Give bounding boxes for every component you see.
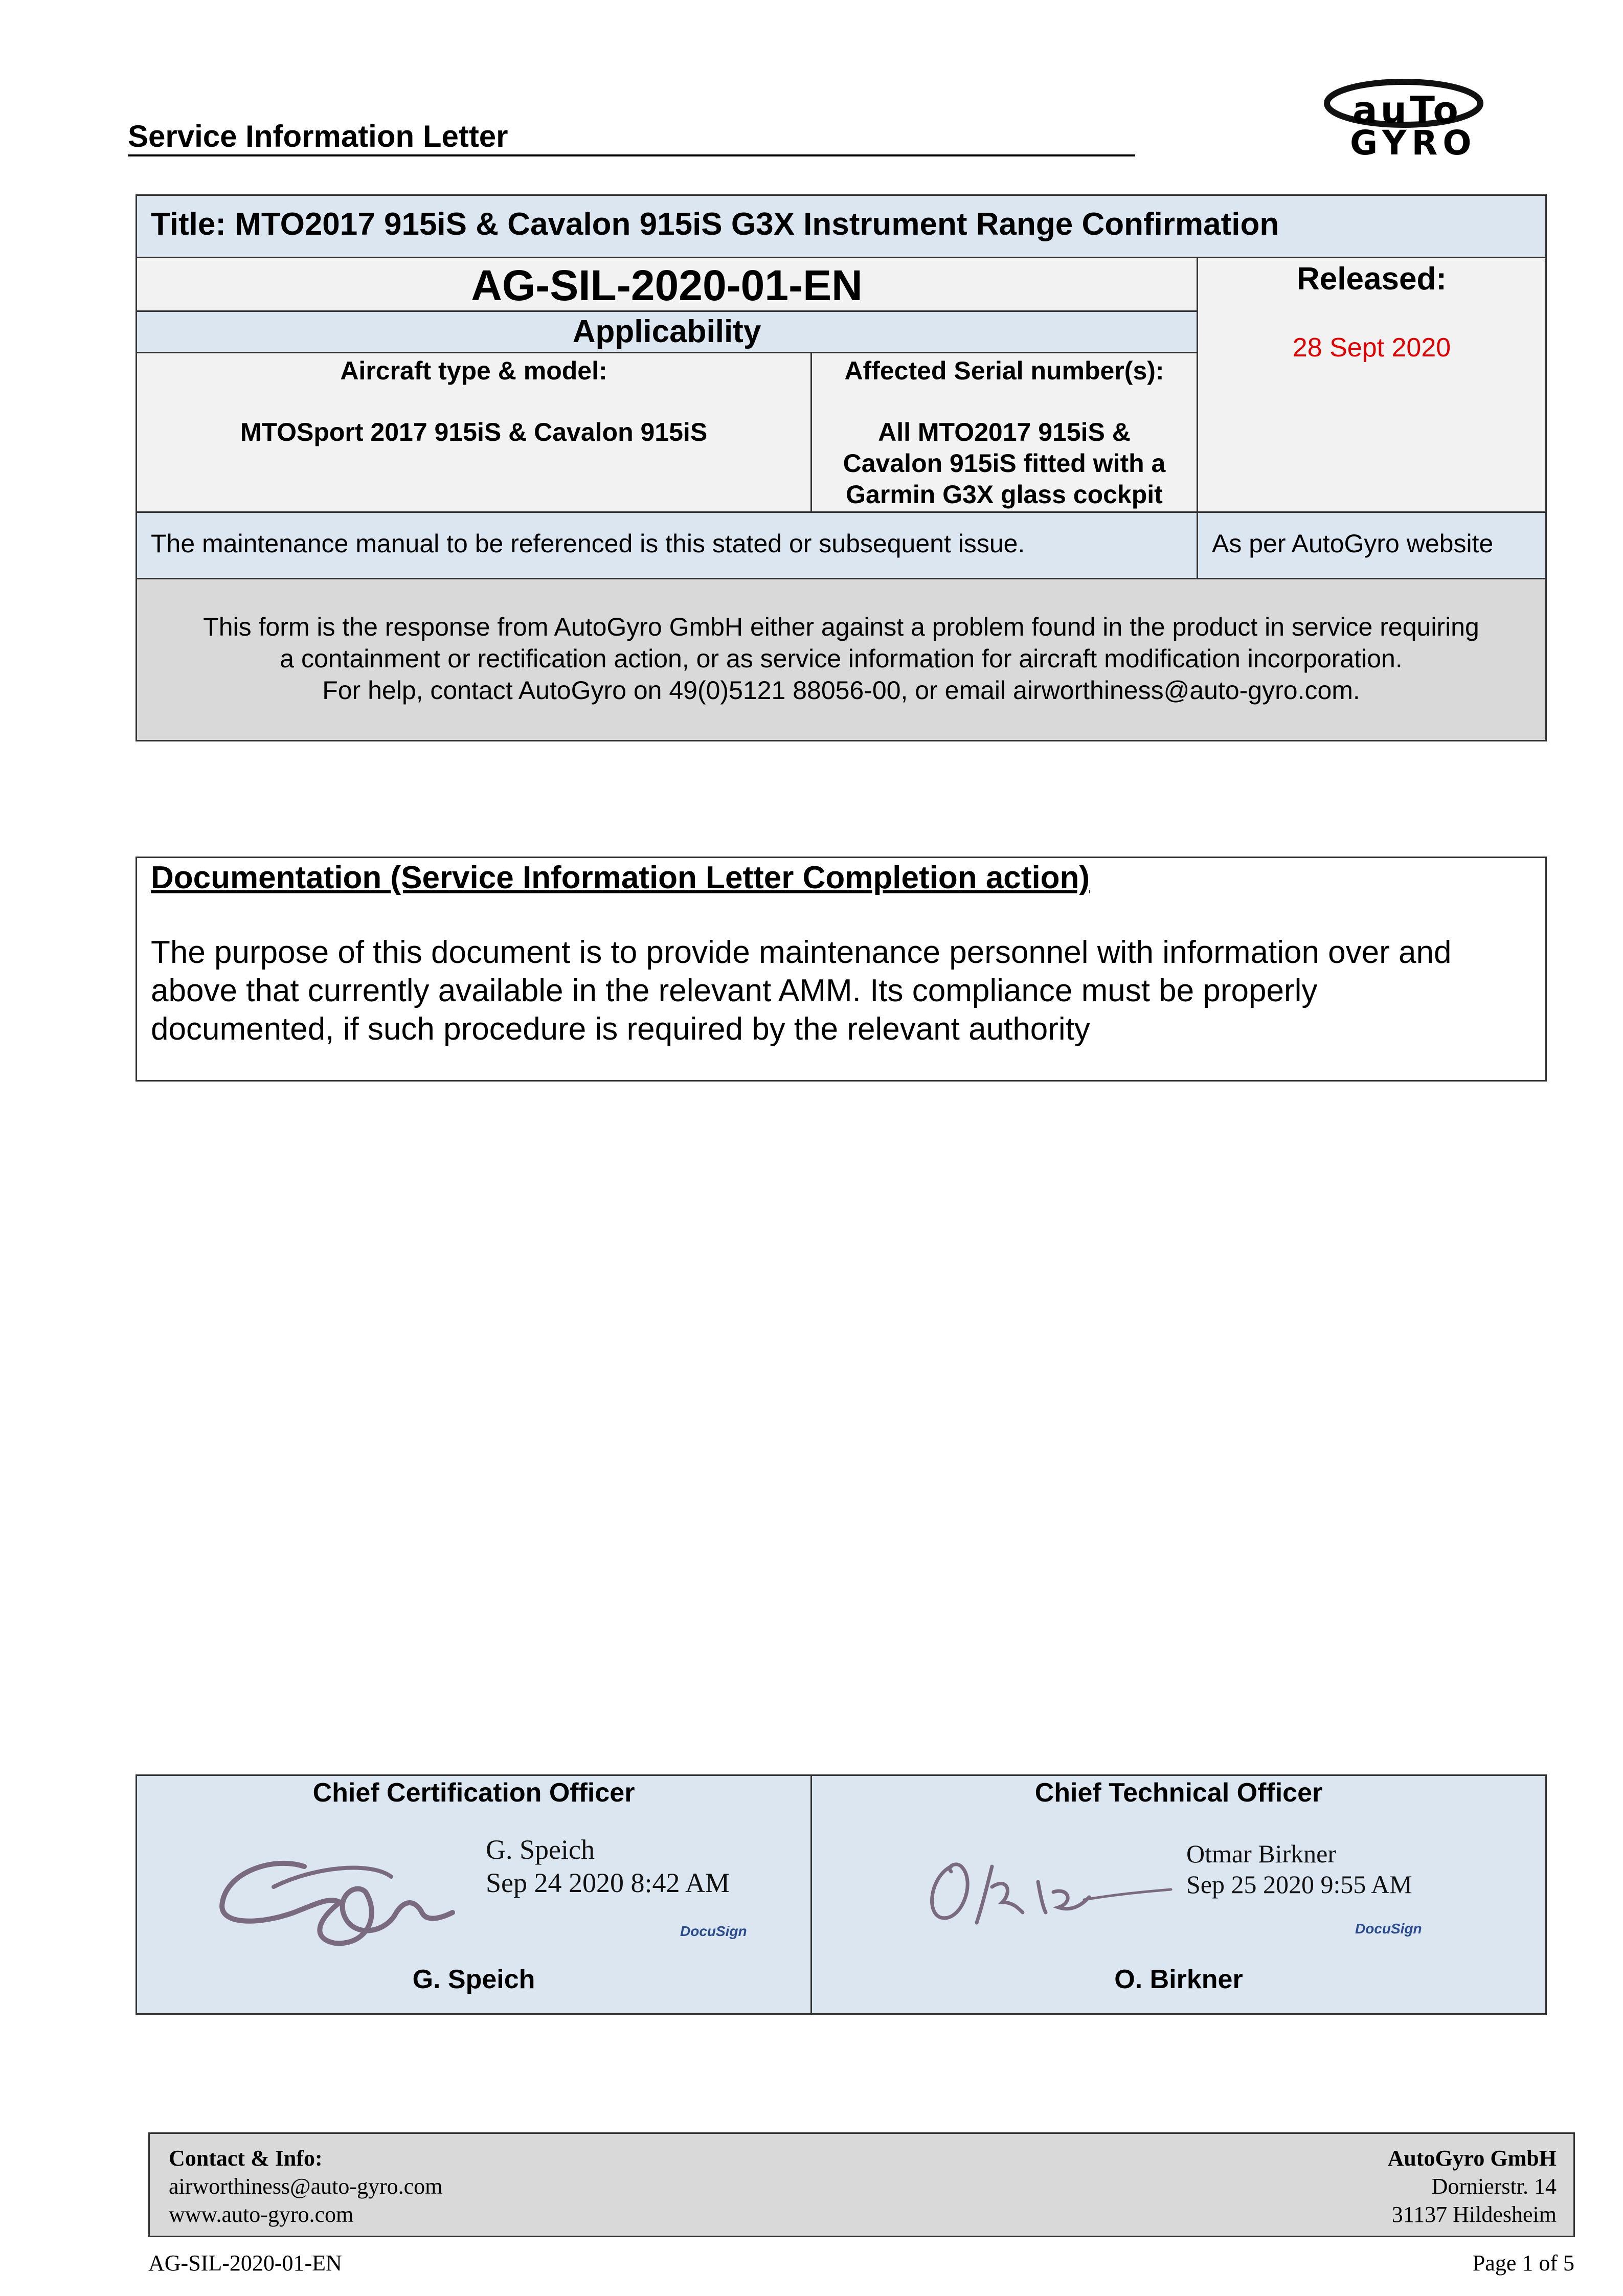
logo-bottom-text: GYRO	[1350, 123, 1477, 163]
right-signature-image	[920, 1846, 1176, 1933]
applicability-bottom-line	[136, 352, 1197, 353]
serial-line: Garmin G3X glass cockpit	[846, 480, 1163, 509]
left-signature-role: Chief Certification Officer	[312, 1778, 635, 1808]
released-label: Released:	[1297, 261, 1447, 297]
maintenance-top-line	[136, 511, 1547, 513]
right-signed-at: Sep 25 2020 9:55 AM	[1186, 1870, 1412, 1899]
autogyro-logo	[1319, 72, 1493, 161]
aircraft-label: Aircraft type & model:	[340, 356, 607, 385]
right-signature-name: O. Birkner	[1114, 1965, 1243, 1994]
form-text	[137, 611, 1545, 706]
documentation-body	[151, 933, 1451, 1048]
applicability-label: Applicability	[572, 314, 761, 349]
maintenance-divider	[1197, 511, 1198, 578]
page-header-title: Service Information Letter	[128, 119, 508, 153]
serial-line: All MTO2017 915iS &	[878, 418, 1131, 446]
maintenance-ref: As per AutoGyro website	[1212, 529, 1494, 558]
footer-company: AutoGyro GmbH	[1387, 2146, 1557, 2171]
serial-value	[812, 417, 1197, 510]
left-signed-at: Sep 24 2020 8:42 AM	[486, 1867, 730, 1898]
serial-line: Cavalon 915iS fitted with a	[843, 449, 1166, 478]
documentation-line: above that currently available in the relevant AMM. Its compliance must be properly	[151, 973, 1318, 1008]
doc-number: AG-SIL-2020-01-EN	[471, 261, 863, 309]
right-docusign-logo: DocuSign	[1355, 1921, 1422, 1937]
logo-top-text: auTo	[1352, 88, 1461, 131]
footer-email: airworthiness@auto-gyro.com	[169, 2174, 443, 2199]
footer-website: www.auto-gyro.com	[169, 2202, 354, 2227]
footer-city: 31137 Hildesheim	[1391, 2202, 1557, 2227]
right-signature-role: Chief Technical Officer	[1034, 1778, 1323, 1808]
page-number: Page 1 of 5	[1472, 2250, 1574, 2276]
footer-contact-label: Contact & Info:	[169, 2146, 323, 2171]
footer-street: Dornierstr. 14	[1431, 2174, 1557, 2199]
aircraft-value: MTOSport 2017 915iS & Cavalon 915iS	[240, 418, 708, 446]
signature-birkner-icon	[920, 1846, 1176, 1933]
documentation-line: The purpose of this document is to provide maintenance personnel with information over and	[151, 935, 1452, 970]
signature-speich-icon	[212, 1836, 478, 1953]
form-line: a containment or rectification action, or as service information for aircraft modification incorporation.	[280, 644, 1403, 673]
left-docusign-logo: DocuSign	[680, 1923, 747, 1939]
header-underline	[128, 154, 1135, 156]
left-signature-image	[212, 1836, 478, 1953]
documentation-heading: Documentation (Service Information Letter Completion action)	[151, 860, 1090, 895]
left-signer-name: G. Speich	[486, 1834, 595, 1865]
documentation-line: documented, if such procedure is required by the relevant authority	[151, 1011, 1090, 1047]
form-line: For help, contact AutoGyro on 49(0)5121 88056-00, or email airworthiness@auto-gyro.com.	[322, 676, 1360, 705]
maintenance-text: The maintenance manual to be referenced is this stated or subsequent issue.	[151, 529, 1025, 558]
sil-title: Title: MTO2017 915iS & Cavalon 915iS G3X Instrument Range Confirmation	[151, 207, 1279, 242]
footer-doc-id: AG-SIL-2020-01-EN	[148, 2250, 342, 2276]
released-date: 28 Sept 2020	[1292, 333, 1451, 363]
serial-label: Affected Serial number(s):	[844, 356, 1164, 385]
form-line: This form is the response from AutoGyro GmbH either against a problem found in the product in service requiring	[203, 613, 1479, 641]
right-signer-name: Otmar Birkner	[1186, 1839, 1336, 1868]
left-signature-name: G. Speich	[412, 1965, 535, 1994]
